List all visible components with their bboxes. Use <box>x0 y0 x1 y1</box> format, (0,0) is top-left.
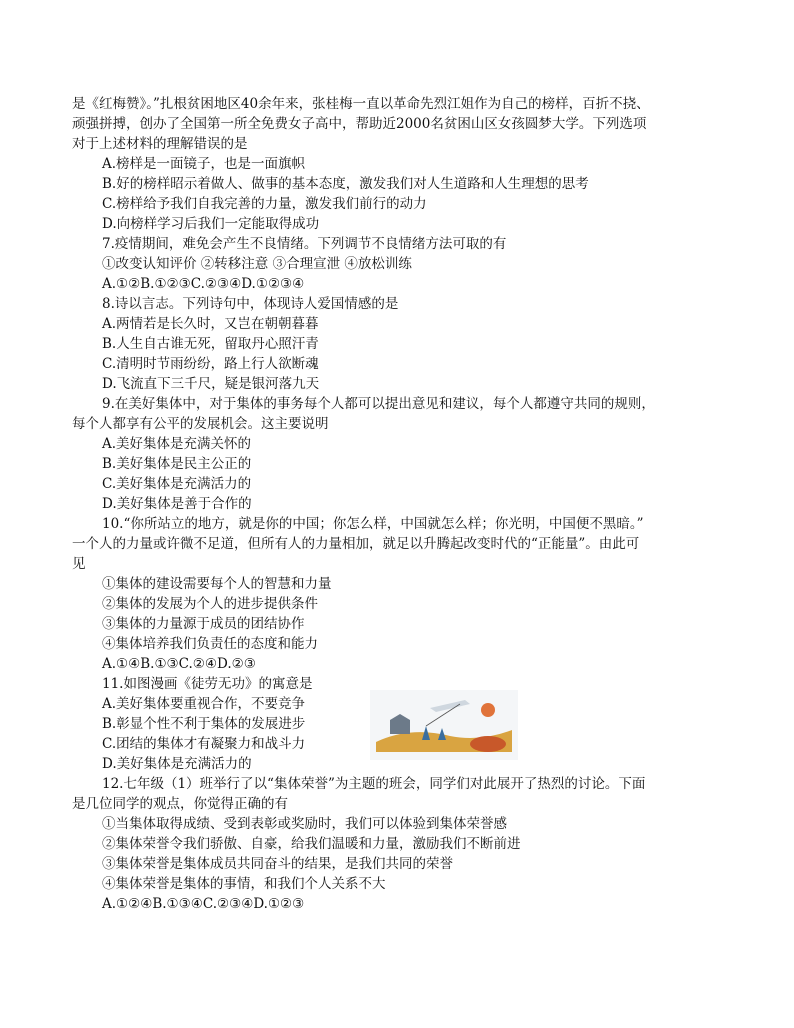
question-line: 12.七年级（1）班举行了以“集体荣誉”为主题的班会，同学们对此展开了热烈的讨论。下面 <box>102 776 646 792</box>
option-line: ①集体的建设需要每个人的智慧和力量 <box>102 576 332 592</box>
text-line: 一个人的力量或许微不足道，但所有人的力量相加，就足以升腾起改变时代的“正能量”。由此可 <box>72 536 640 552</box>
option-line: A.①②④B.①③④C.②③④D.①②③ <box>102 896 305 912</box>
option-line: D.美好集体是充满活力的 <box>102 756 252 772</box>
text-line: 是几位同学的观点，你觉得正确的有 <box>72 796 288 812</box>
option-line: A.美好集体要重视合作，不要竞争 <box>102 696 306 712</box>
option-line: ③集体的力量源于成员的团结协作 <box>102 616 305 632</box>
text-line: 每个人都享有公平的发展机会。这主要说明 <box>72 416 329 432</box>
text-line: 是《红梅赞》。”扎根贫困地区40余年来，张桂梅一直以革命先烈江姐作为自己的榜样，百折不挠、 <box>72 96 650 112</box>
sun-icon <box>481 703 495 717</box>
option-line: ②集体荣誉令我们骄傲、自豪，给我们温暖和力量，激励我们不断前进 <box>102 836 521 852</box>
option-line: D.美好集体是善于合作的 <box>102 496 252 512</box>
text-line: 见 <box>72 556 86 572</box>
text-line: 对于上述材料的理解错误的是 <box>72 136 248 152</box>
option-line: C.美好集体是充满活力的 <box>102 476 252 492</box>
option-line: D.向榜样学习后我们一定能取得成功 <box>102 216 320 232</box>
question-line: 8.诗以言志。下列诗句中，体现诗人爱国情感的是 <box>102 296 399 312</box>
question-line: 9.在美好集体中，对于集体的事务每个人都可以提出意见和建议，每个人都遵守共同的规则， <box>102 396 655 412</box>
option-line: A.榜样是一面镜子，也是一面旗帜 <box>102 156 306 172</box>
option-line: C.团结的集体才有凝聚力和战斗力 <box>102 736 306 752</box>
option-line: ②集体的发展为个人的进步提供条件 <box>102 596 318 612</box>
option-line: C.清明时节雨纷纷，路上行人欲断魂 <box>102 356 319 372</box>
option-line: ④集体培养我们负责任的态度和能力 <box>102 636 318 652</box>
option-line: ④集体荣誉是集体的事情，和我们个人关系不大 <box>102 876 386 892</box>
option-line: B.美好集体是民主公正的 <box>102 456 252 472</box>
boat-icon <box>470 736 506 752</box>
option-line: A.①②B.①②③C.②③④D.①②③④ <box>102 276 305 292</box>
cartoon-illustration <box>370 690 518 760</box>
option-line: A.①④B.①③C.②④D.②③ <box>102 656 256 672</box>
option-line: B.人生自古谁无死，留取丹心照汗青 <box>102 336 319 352</box>
option-line: D.飞流直下三千尺，疑是银河落九天 <box>102 376 320 392</box>
option-line: B.彰显个性不利于集体的发展进步 <box>102 716 306 732</box>
option-line: ①改变认知评价 ②转移注意 ③合理宣泄 ④放松训练 <box>102 256 412 272</box>
option-line: A.美好集体是充满关怀的 <box>102 436 252 452</box>
question-line: 7.疫情期间，难免会产生不良情绪。下列调节不良情绪方法可取的有 <box>102 236 507 252</box>
option-line: ①当集体取得成绩、受到表彰或奖励时，我们可以体验到集体荣誉感 <box>102 816 507 832</box>
option-line: B.好的榜样昭示着做人、做事的基本态度，激发我们对人生道路和人生理想的思考 <box>102 176 589 192</box>
option-line: A.两情若是长久时，又岂在朝朝暮暮 <box>102 316 319 332</box>
question-line: 11.如图漫画《徒劳无功》的寓意是 <box>102 676 313 692</box>
option-line: C.榜样给予我们自我完善的力量，激发我们前行的动力 <box>102 196 427 212</box>
option-line: ③集体荣誉是集体成员共同奋斗的结果，是我们共同的荣誉 <box>102 856 453 872</box>
text-line: 顽强拼搏，创办了全国第一所全免费女子高中，帮助近2000名贫困山区女孩圆梦大学。下列选项 <box>72 116 647 132</box>
question-line: 10.“你所站立的地方，就是你的中国；你怎么样，中国就怎么样；你光明，中国便不黑暗。” <box>102 516 644 532</box>
